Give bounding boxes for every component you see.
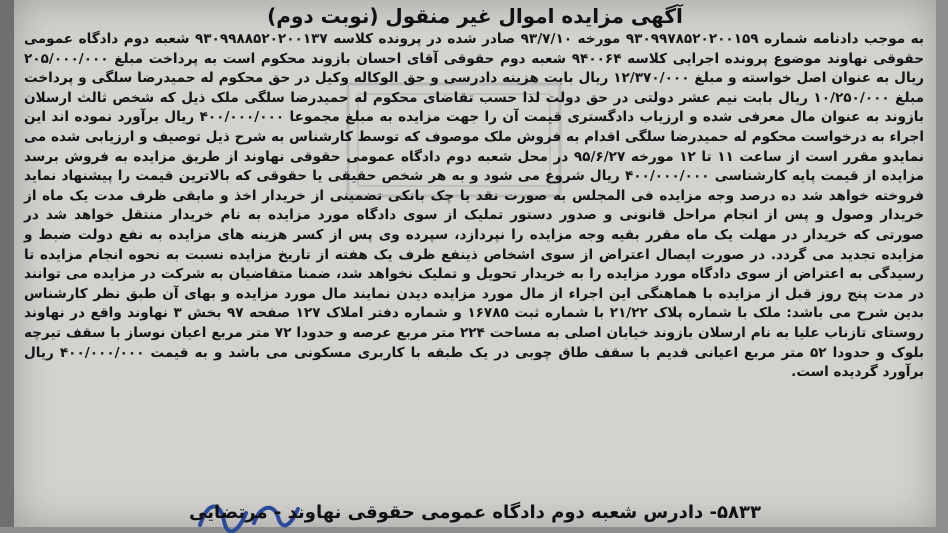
notice-body <box>24 30 924 383</box>
notice-signature: ۵۸۳۳- دادرس شعبه دوم دادگاه عمومی حقوقی نهاوند - مرتضایی <box>189 502 761 523</box>
newspaper-clipping <box>14 0 936 527</box>
notice-title: آگهی مزایده اموال غیر منقول (نوبت دوم) <box>267 4 683 28</box>
notice-body-text: به موجب دادنامه شماره ۹۳۰۹۹۷۸۵۲۰۲۰۰۱۵۹ مورخه ۹۳/۷/۱۰ صادر شده در پرونده کلاسه ۹۳۰۹۹۸۸۵۲۰۲۰۰۱۳۷ شعبه دوم دادگاه عمومی حقوقی نهاوند موضوع پرونده اجرایی کلاسه ۹۴۰۰۶۴ شعبه دوم حقوقی آقای احسان بازوند محکوم است به پرداخت مبلغ ۲۰۵/۰۰۰/۰۰۰ ریال به عنوان اصل خواسته و مبلغ ۱۲/۳۷۰/۰۰۰ ریال بابت هزینه دادرسی و حق الوکاله وکیل در حق محکوم له حمیدرضا سلگی و پرداخت مبلغ ۱۰/۲۵۰/۰۰۰ ریال بابت نیم عشر دولتی در حق دولت لذا حسب تقاضای محکوم له حمیدرضا سلگی ملک ذیل که شخص ثالث ارسلان بازوند به عنوان مال معرفی شده و ارزیاب دادگستری قیمت آن را جهت مزایده به مبلغ مجموعا ۴۰۰/۰۰۰/۰۰۰ ریال برآورد نموده اند این اجراء به درخواست محکوم له حمیدرضا سلگی اقدام به فروش ملک موصوف که توسط کارشناس به شرح ذیل توصیف و ارزیابی شده می نمایدو مقرر است از ساعت ۱۱ تا ۱۲ مورخه ۹۵/۶/۲۷ در محل شعبه دوم دادگاه عمومی حقوقی نهاوند از طریق مزایده به فروش برسد مزایده از قیمت پایه کارشناسی ۴۰۰/۰۰۰/۰۰۰ ریال شروع می شود و به هر شخص حقیقی یا حقوقی که بالاترین قیمت را پیشنهاد نماید فروخته خواهد شد ده درصد وجه مزایده فی المجلس به صورت نقد یا چک بانکی تضمینی از خریدار اخذ و مابقی ظرف مدت یک ماه از خریدار وصول و پس از انجام مراحل قانونی و صدور دستور تملیک از سوی دادگاه مورد مزایده به نام خریدار منتقل خواهد شد در صورتی که خریدار در مهلت یک ماه مقرر بقیه وجه مزایده را نپردازد، سپرده وی پس از کسر هزینه های مزایده به نفع دولت ضبط و مزایده تجدید می گردد. در صورت ایصال اعتراض از سوی اشخاص ذینفع ظرف یک هفته از تاریخ مزایده نسبت به نحوه انجام مزایده تا رسیدگی به اعتراض از سوی دادگاه مورد مزایده را به خریدار تحویل و تملیک نخواهد شد، ضمنا متقاضیان به شرکت در مزایده می توانند در مدت پنج روز قبل از مزایده با هماهنگی این اجراء از مال مورد مزایده دیدن نمایند مال مورد مزایده و بهای آن طبق نظر کارشناس بدین شرح می باشد: ملک با شماره پلاک ۲۱/۲۲ با شماره ثبت ۱۶۷۸۵ و شماره دفتر املاک ۱۲۷ صفحه ۹۷ بخش ۳ نهاوند واقع در نهاوند روستای تازناب علیا به نام ارسلان بازوند خیابان اصلی به مساحت ۲۲۴ متر مربع عرصه و حدودا ۷۲ متر مربع اعیان نوساز با سقف تیرچه بلوک و حدودا ۵۲ متر مربع اعیانی قدیم با سقف طاق چوبی در یک طبقه با کاربری مسکونی می باشد و به قیمت ۴۰۰/۰۰۰/۰۰۰ ریال برآورد گردیده است. <box>24 31 925 381</box>
scan-edge <box>0 0 14 527</box>
